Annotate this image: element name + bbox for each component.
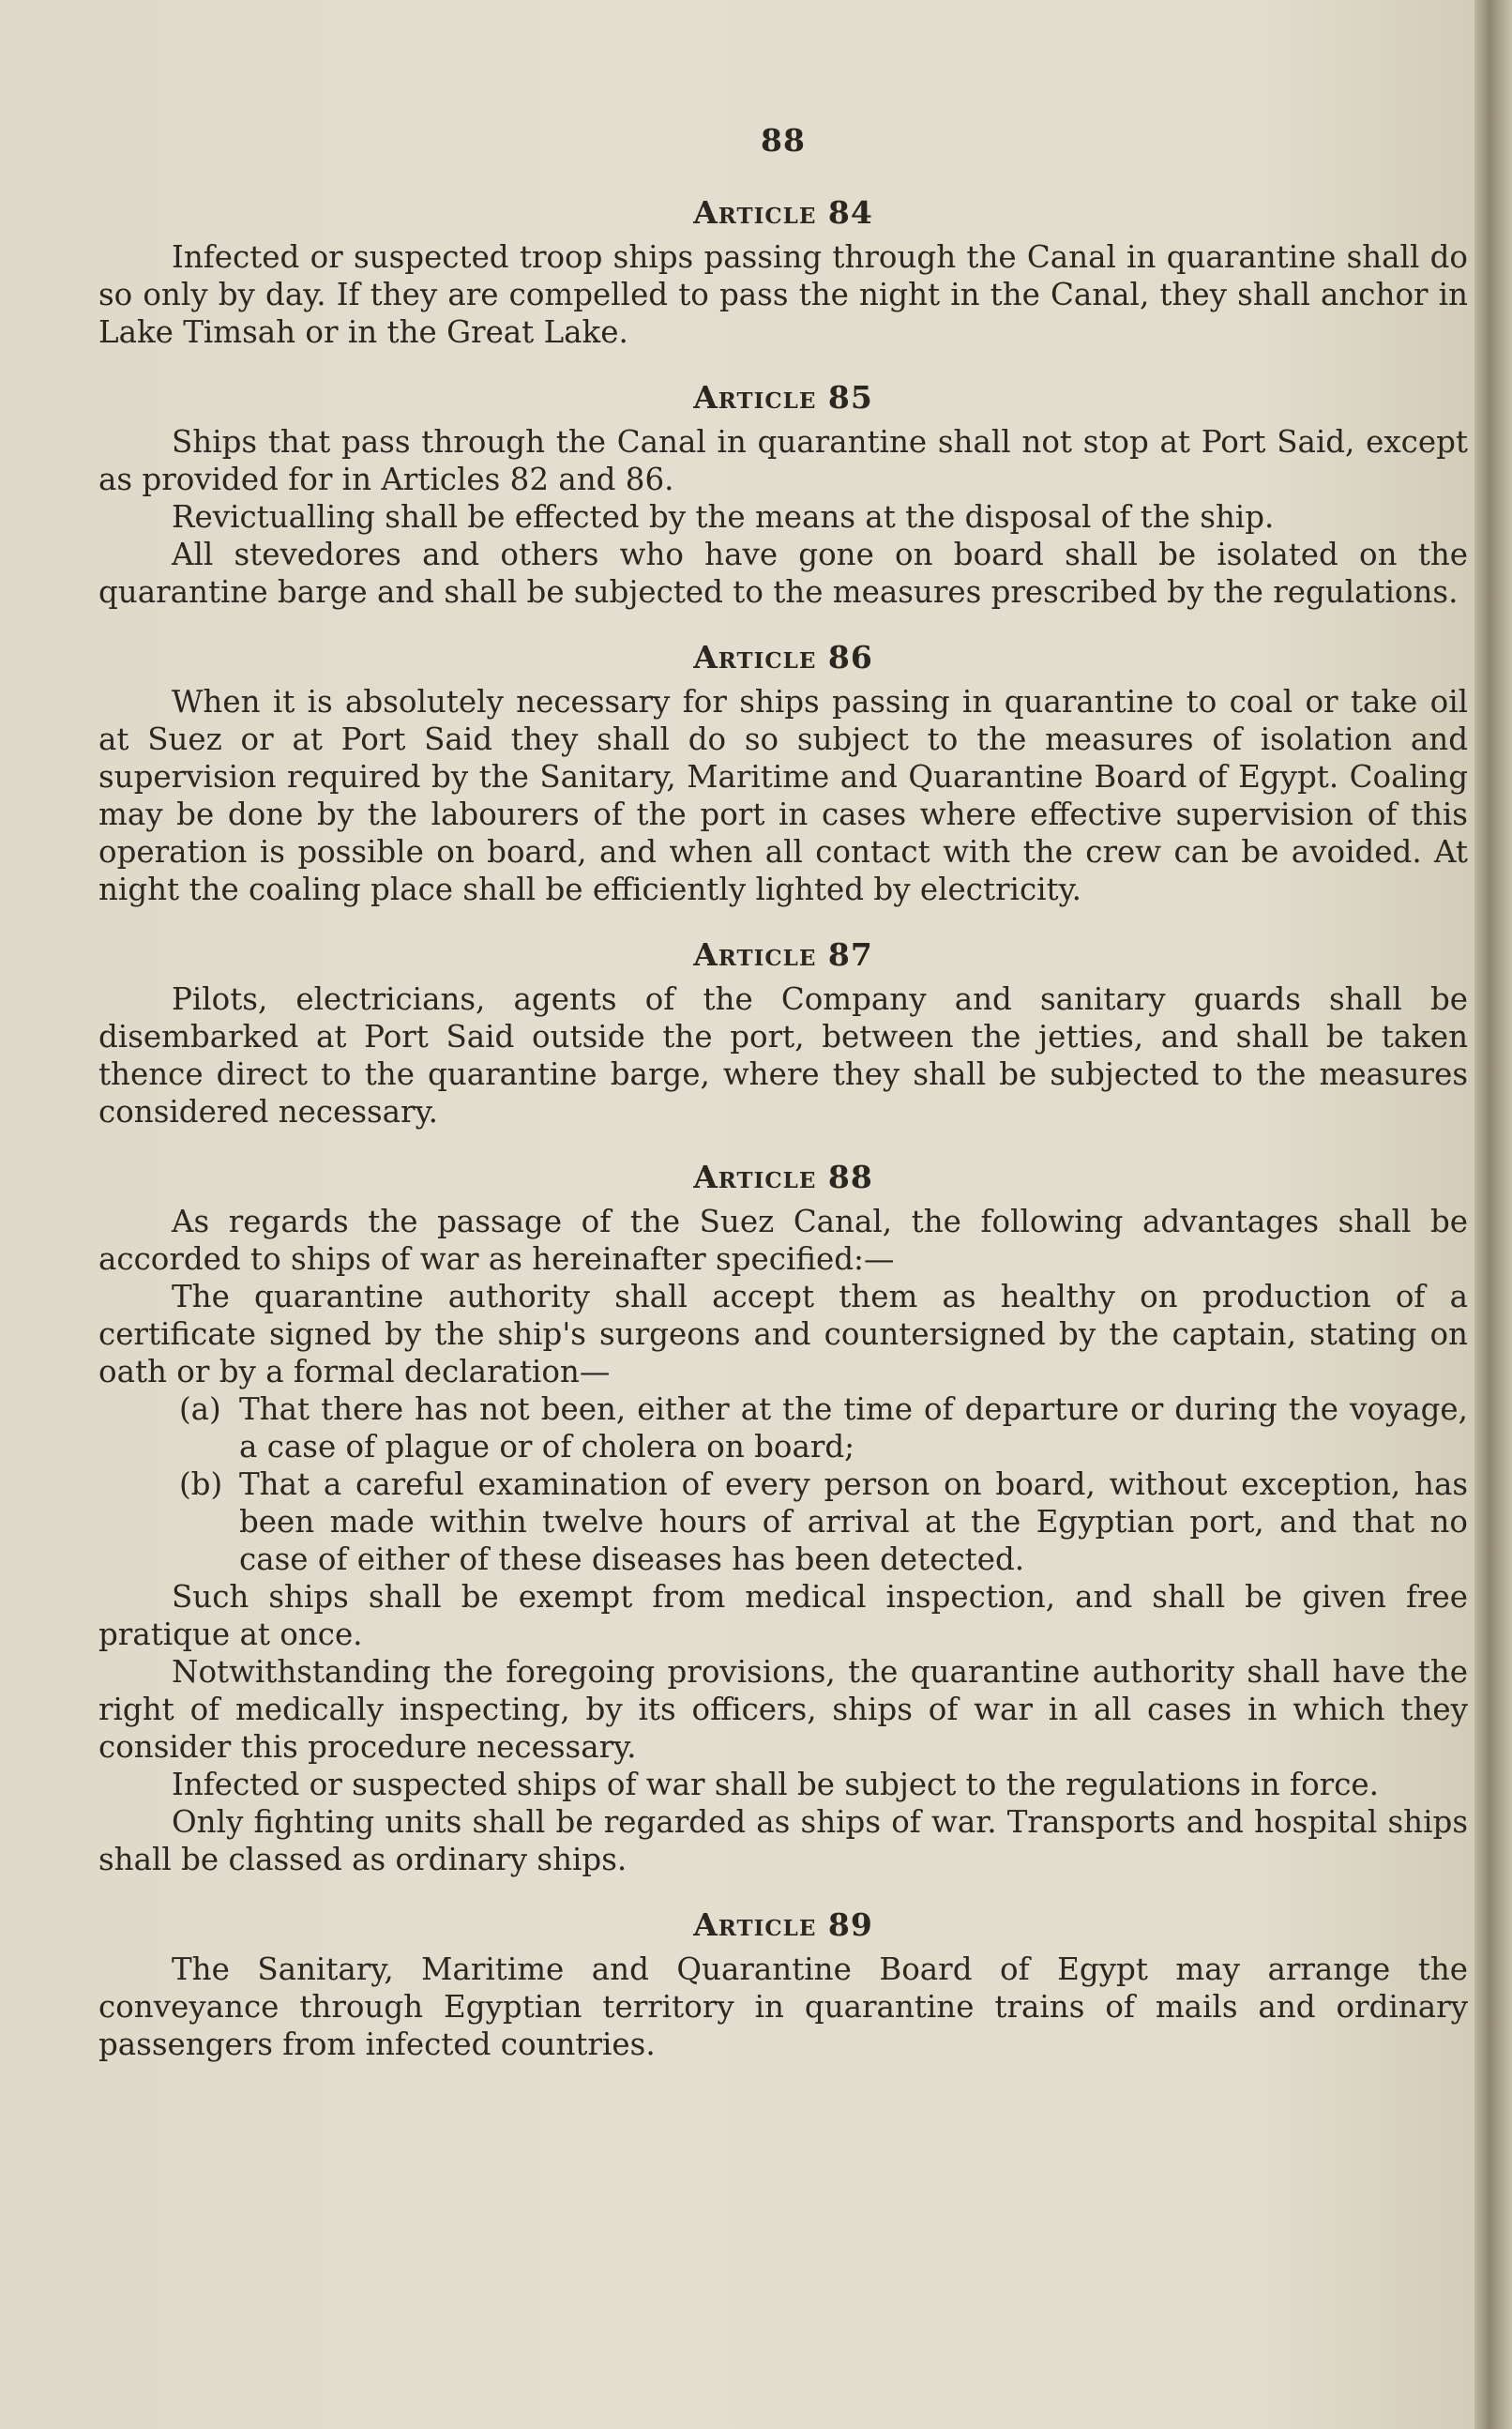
- article-paragraph: Notwithstanding the foregoing provisions, the quarantine authority shall have the right of medically inspecting, by its officers, ships of war in all cases in which they consider this procedure necessary.: [98, 1654, 1468, 1765]
- article-paragraph: Revictualling shall be effected by the means at the disposal of the ship.: [172, 499, 1275, 535]
- article-paragraph: Only fighting units shall be regarded as ships of war. Transports and hospital ships shall be classed as ordinary ships.: [98, 1804, 1468, 1877]
- article-paragraph: Ships that pass through the Canal in quarantine shall not stop at Port Said, except as provided for in Articles 82 and 86.: [98, 424, 1468, 497]
- article-88: [98, 1159, 1468, 1878]
- page-number: 88: [761, 122, 806, 159]
- article-85: [98, 379, 1468, 611]
- list-item: [98, 1390, 1468, 1465]
- list-item-text: That there has not been, either at the time of departure or during the voyage, a case of plague or of cholera on board;: [239, 1391, 1468, 1465]
- article-title: Article 87: [693, 936, 873, 973]
- article-title: Article 85: [693, 379, 873, 416]
- list-item-mark: (b): [179, 1466, 223, 1502]
- article-title: Article 88: [693, 1159, 873, 1195]
- article-paragraph: Infected or suspected troop ships passing through the Canal in quarantine shall do so only by day. If they are compelled to pass the night in the Canal, they shall anchor in Lake Timsah or in the Great Lake.: [98, 239, 1468, 350]
- article-86: [98, 639, 1468, 908]
- list-item: [98, 1465, 1468, 1578]
- article-paragraph: The Sanitary, Maritime and Quarantine Board of Egypt may arrange the conveyance through Egyptian territory in quarantine trains of mails and ordinary passengers from infected countries.: [98, 1951, 1468, 2062]
- list-item-text: That a careful examination of every person on board, without exception, has been made within twelve hours of arrival at the Egyptian port, and that no case of either of these diseases has been detected.: [239, 1466, 1468, 1577]
- article-paragraph: When it is absolutely necessary for ships passing in quarantine to coal or take oil at Suez or at Port Said they shall do so subject to the measures of isolation and supervision required by the Sanitary, Maritime and Quarantine Board of Egypt. Coaling may be done by the labourers of the port in cases where effective supervision of this operation is possible on board, and when all contact with the crew can be avoided. At night the coaling place shall be efficiently lighted by electricity.: [98, 684, 1468, 907]
- article-paragraph: All stevedores and others who have gone on board shall be isolated on the quarantine barge and shall be subjected to the measures prescribed by the regulations.: [98, 537, 1468, 610]
- article-paragraph: Pilots, electricians, agents of the Company and sanitary guards shall be disembarked at Port Said outside the port, between the jetties, and shall be taken thence direct to the quarantine barge, where they shall be subjected to the measures considered necessary.: [98, 981, 1468, 1130]
- article-paragraph: The quarantine authority shall accept them as healthy on production of a certificate signed by the ship's surgeons and countersigned by the captain, stating on oath or by a formal declaration—: [98, 1279, 1468, 1389]
- article-84: [98, 194, 1468, 351]
- list-item-mark: (a): [179, 1391, 221, 1427]
- article-paragraph: Such ships shall be exempt from medical inspection, and shall be given free pratique at once.: [98, 1579, 1468, 1652]
- book-spine: [1474, 0, 1512, 2429]
- article-89: [98, 1906, 1468, 2063]
- article-title: Article 84: [693, 194, 873, 231]
- article-title: Article 89: [693, 1906, 873, 1943]
- article-title: Article 86: [693, 639, 873, 676]
- article-paragraph: As regards the passage of the Suez Canal, the following advantages shall be accorded to ships of war as hereinafter specified:—: [98, 1204, 1468, 1277]
- article-87: [98, 936, 1468, 1131]
- page-content: [98, 122, 1468, 2091]
- article-paragraph: Infected or suspected ships of war shall be subject to the regulations in force.: [172, 1767, 1379, 1802]
